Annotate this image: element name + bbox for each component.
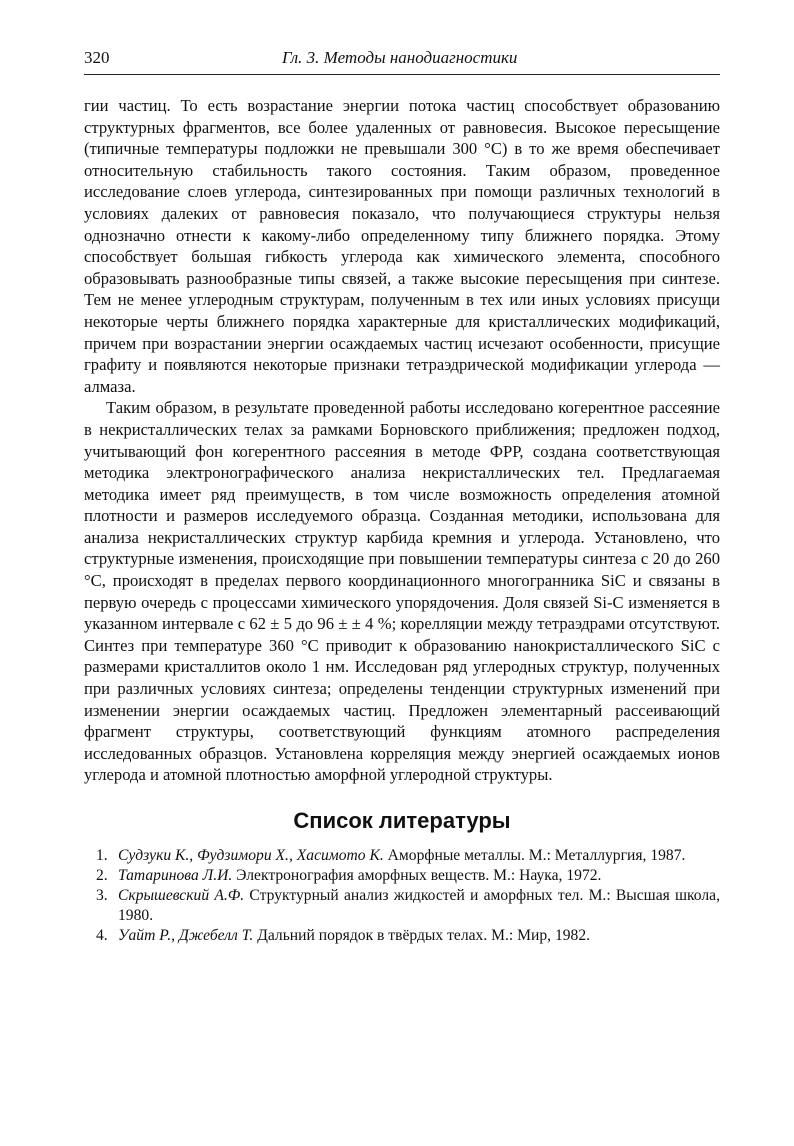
reference-authors: Судзуки К., Фудзимори Х., Хасимото К. — [118, 847, 384, 864]
references-list — [84, 846, 720, 946]
reference-item — [84, 846, 720, 866]
reference-authors: Скрышевский А.Ф. — [118, 887, 245, 904]
page-number: 320 — [84, 48, 110, 67]
reference-item — [84, 886, 720, 926]
page — [84, 48, 720, 946]
reference-text: Дальний порядок в твёрдых телах. М.: Мир, 1982. — [253, 927, 591, 944]
reference-authors: Уайт Р., Джебелл Т. — [118, 927, 254, 944]
reference-number: 1. — [96, 847, 108, 864]
reference-item — [84, 866, 720, 886]
references-heading: Список литературы — [293, 808, 511, 833]
reference-authors: Татаринова Л.И. — [118, 867, 233, 884]
reference-number: 4. — [96, 927, 108, 944]
reference-number: 2. — [96, 867, 108, 884]
reference-text: Электронография аморфных веществ. М.: Наука, 1972. — [232, 867, 602, 884]
paragraph: Таким образом, в результате проведенной работы исследовано когерентное рассеяние в некристаллических телах за рамками Борновского приближения; предложен подход, учитывающий фон когерентного рассеяния в методе ФРР, создана соответствующая методика электронографического анализа некристаллических тел. Предлагаемая методика имеет ряд преимуществ, в том числе возможность определения атомной плотности и размеров исследуемого образца. Созданная методики, использована для анализа некристаллических структур карбида кремния и углерода. Установлено, что структурные изменения, происходящие при повышении температуры синтеза с 20 до 260 °C, происходят в пределах первого координационного многогранника SiC и связаны в первую очередь с процессами химического упорядочения. Доля связей Si-C изменяется в указанном интервале с 62 ± 5 до 96 ± ± 4 %; корелляции между тетраэдрами отсутствуют. Синтез при температуре 360 °C приводит к образованию нанокристаллического SiC с размерами кристаллитов около 1 нм. Исследован ряд углеродных структур, полученных при различных условиях синтеза; определены тенденции структурных изменений при изменении энергии осаждаемых частиц. Предложен элементарный рассеивающий фрагмент структуры, соответствующий функциям атомного распределения исследованных образцов. Установлена корреляция между энергией осаждаемых ионов углерода и атомной плотностью аморфной углеродной структуры. — [84, 398, 720, 785]
running-header — [84, 48, 720, 75]
running-title: Гл. 3. Методы нанодиагностики — [282, 48, 518, 67]
reference-item — [84, 926, 720, 946]
paragraph: гии частиц. То есть возрастание энергии потока частиц способствует образованию структурных фрагментов, все более удаленных от равновесия. Высокое пересыщение (типичные температуры подложки не превышали 300 °C) в то же время обеспечивает относительную стабильность такого состояния. Таким образом, проведенное исследование слоев углерода, синтезированных при помощи различных технологий в условиях далеких от равновесия показало, что получающиеся структуры нельзя однозначно отнести к какому-либо определенному типу ближнего порядка. Этому способствует большая гибкость углерода как химического элемента, способного образовывать разнообразные типы связей, а также высокие пересыщения при синтезе. Тем не менее углеродным структурам, полученным в тех или иных условиях присущи некоторые черты ближнего порядка характерные для кристаллических модификаций, причем при возрастании энергии осаждаемых частиц исчезают особенности, присущие графиту и появляются некоторые признаки тетраэдрической модификации углерода — алмаза. — [84, 96, 720, 396]
reference-number: 3. — [96, 887, 108, 904]
reference-text: Структурный анализ жидкостей и аморфных тел. М.: Высшая школа, 1980. — [118, 887, 720, 924]
reference-text: Аморфные металлы. М.: Металлургия, 1987. — [383, 847, 686, 864]
body-text — [84, 95, 720, 786]
